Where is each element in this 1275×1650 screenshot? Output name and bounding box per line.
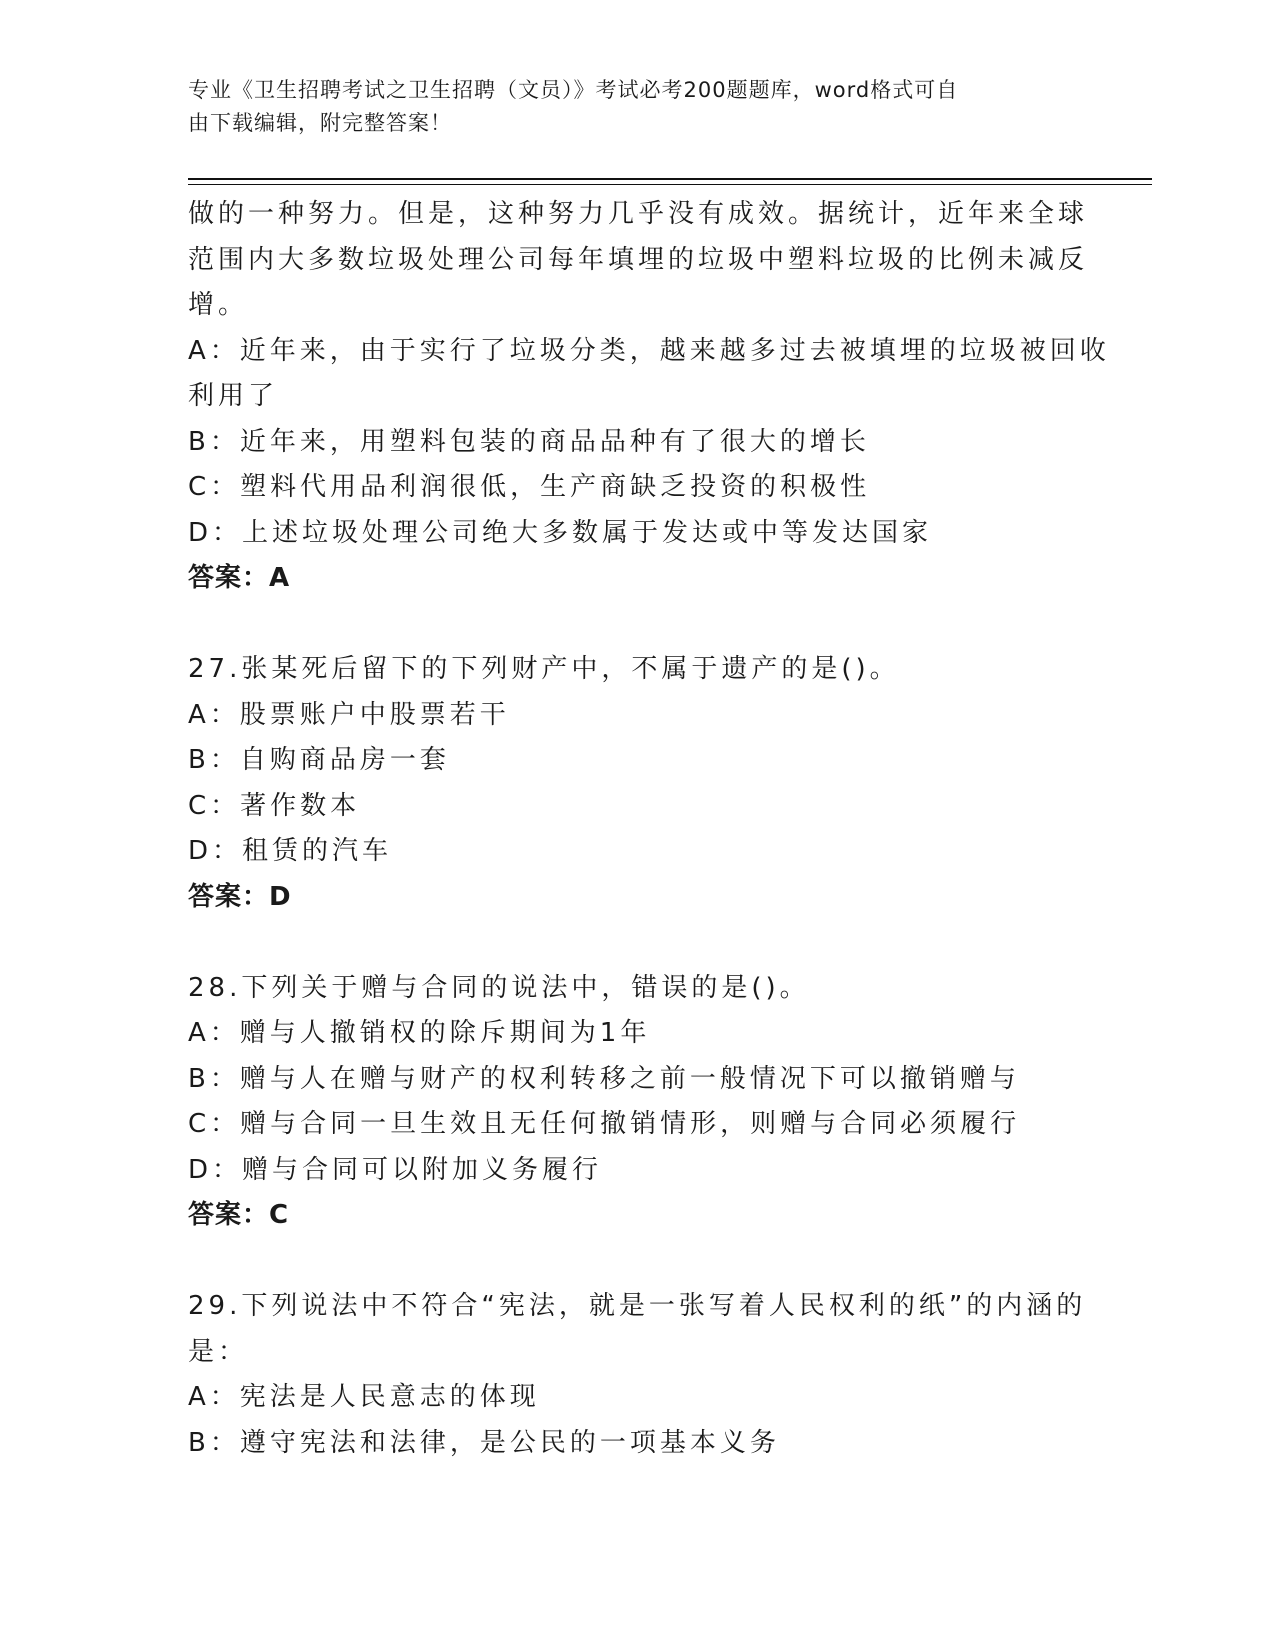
option-d: D：上述垃圾处理公司绝大多数属于发达或中等发达国家 — [188, 517, 933, 548]
header-line-2: 由下载编辑，附完整答案！ — [188, 111, 452, 135]
document-header — [188, 74, 1068, 140]
question-stem-line: 增。 — [188, 290, 249, 320]
option-a: A：股票账户中股票若干 — [188, 699, 510, 730]
option-c: C：赠与合同一旦生效且无任何撤销情形，则赠与合同必须履行 — [188, 1109, 1021, 1139]
header-line-1: 专业《卫生招聘考试之卫生招聘（文员）》考试必考200题题库，word格式可自 — [188, 78, 959, 102]
question-stem: 27.张某死后留下的下列财产中，不属于遗产的是()。 — [188, 654, 900, 684]
question-stem-line: 范围内大多数垃圾处理公司每年填埋的垃圾中塑料垃圾的比例未减反 — [188, 244, 1089, 275]
document-body — [188, 192, 1110, 1466]
question-27 — [188, 647, 1088, 920]
option-b: B：遵守宪法和法律，是公民的一项基本义务 — [188, 1427, 780, 1458]
spacer — [188, 1239, 1088, 1285]
option-d: D：赠与合同可以附加义务履行 — [188, 1154, 603, 1185]
question-29 — [188, 1284, 1088, 1466]
question-stem-line: 做的一种努力。但是，这种努力几乎没有成效。据统计，近年来全球 — [188, 199, 1089, 229]
option-a: A：近年来，由于实行了垃圾分类，越来越多过去被填埋的垃圾被回收 — [188, 335, 1110, 366]
answer: 答案：A — [188, 563, 291, 593]
header-rule-thick — [188, 178, 1152, 180]
option-a-continued: 利用了 — [188, 381, 279, 411]
question-26 — [188, 192, 1110, 602]
spacer — [188, 920, 1088, 966]
option-b: B：赠与人在赠与财产的权利转移之前一般情况下可以撤销赠与 — [188, 1063, 1020, 1094]
option-a: A：宪法是人民意志的体现 — [188, 1382, 540, 1412]
option-c: C：著作数本 — [188, 790, 361, 821]
spacer — [188, 602, 1088, 648]
question-stem-line: 是： — [188, 1336, 249, 1367]
option-d: D：租赁的汽车 — [188, 836, 393, 866]
answer: 答案：D — [188, 881, 292, 912]
header-rule-thin — [188, 184, 1152, 185]
option-a: A：赠与人撤销权的除斥期间为1年 — [188, 1018, 651, 1048]
answer: 答案：C — [188, 1200, 290, 1230]
question-stem-line: 29.下列说法中不符合“宪法，就是一张写着人民权利的纸”的内涵的 — [188, 1291, 1087, 1321]
question-stem: 28.下列关于赠与合同的说法中，错误的是()。 — [188, 972, 810, 1003]
option-c: C：塑料代用品利润很低，生产商缺乏投资的积极性 — [188, 472, 871, 502]
option-b: B：自购商品房一套 — [188, 745, 450, 775]
option-b: B：近年来，用塑料包装的商品品种有了很大的增长 — [188, 426, 870, 457]
question-28 — [188, 966, 1088, 1239]
